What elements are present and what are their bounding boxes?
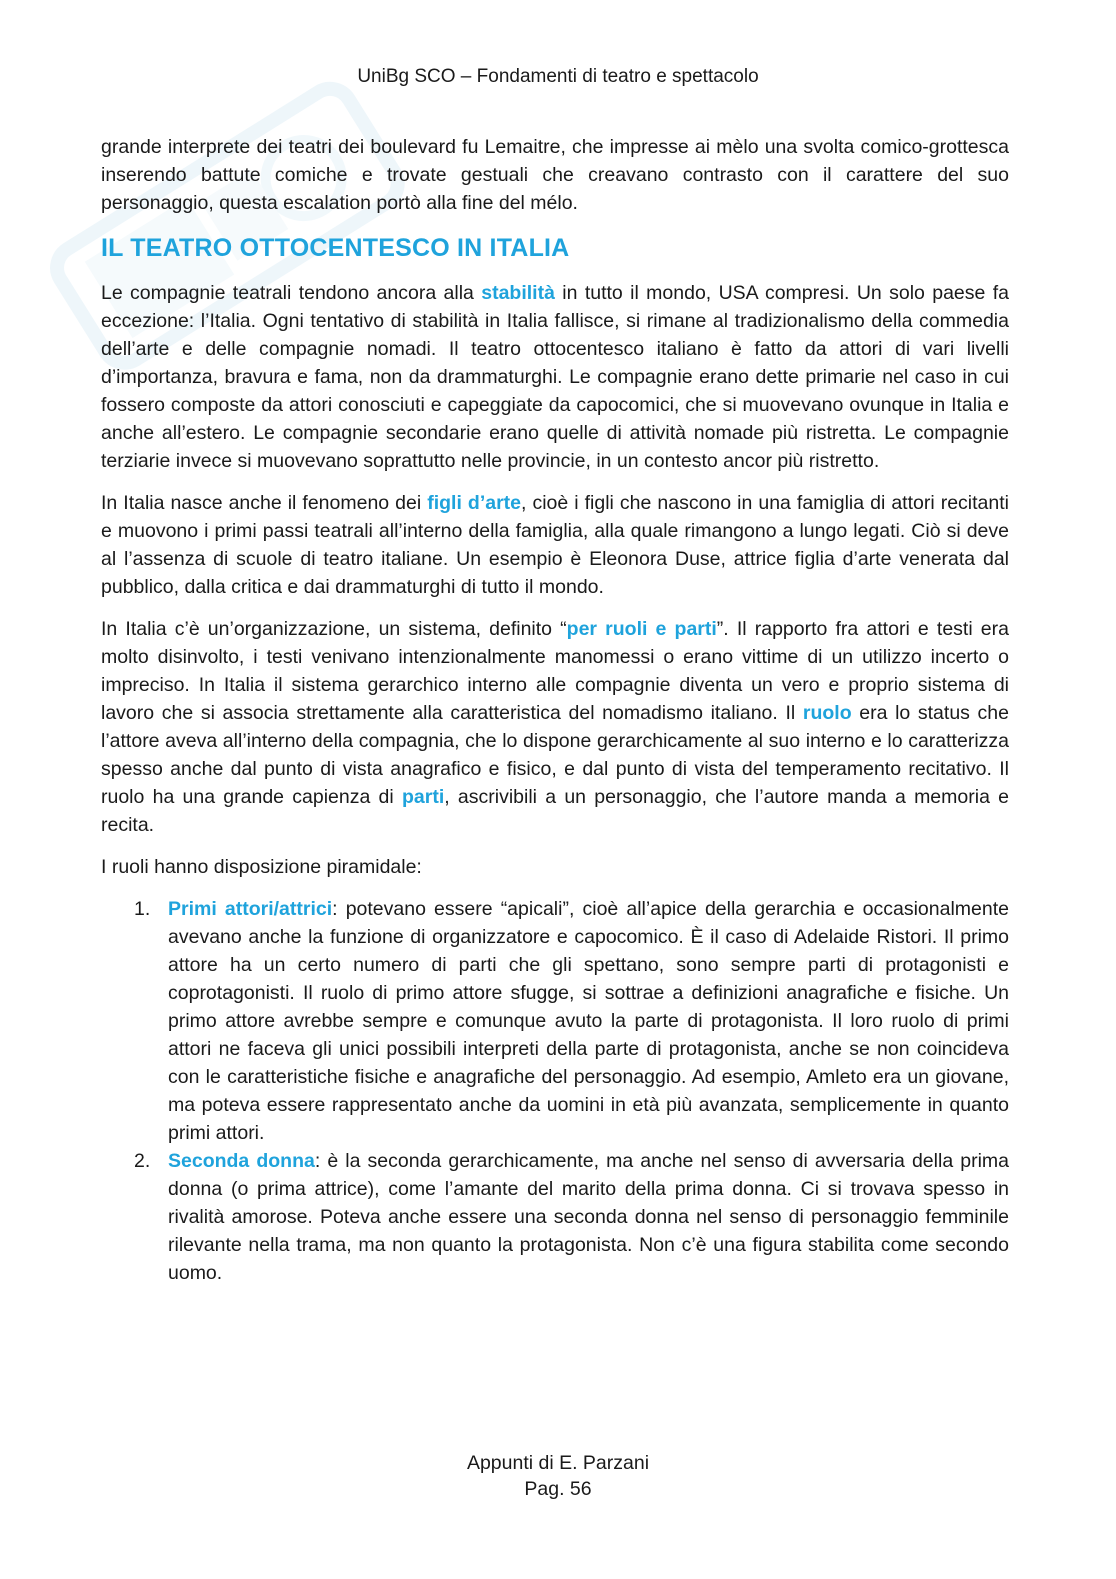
text-run: Le compagnie teatrali tendono ancora alla — [101, 282, 482, 304]
highlight-term: ruolo — [802, 702, 852, 724]
highlight-term: figli d’arte — [427, 492, 522, 514]
intro-paragraph: grande interprete dei teatri dei boulevard fu Lemaitre, che impresse ai mèlo una svolta comico-grottesca inserendo battute comiche e trovate gestuali che creavano contrasto con il carattere del suo personaggio, questa escalation portò alla fine del mélo. — [101, 136, 1009, 214]
page-footer — [0, 1450, 1116, 1502]
list-item — [101, 1147, 1009, 1287]
list-number: 1. — [134, 898, 151, 920]
role-title: Seconda donna — [168, 1150, 315, 1172]
text-run: era lo status che l’attore aveva all’interno della compagnia, che lo dispone gerarchicamente al suo interno e lo caratterizza spesso anche dal punto di vista anagrafico e fisico, e dal punto di vista del temperamento recitativo. Il ruolo ha una grande capienza di — [101, 702, 1009, 808]
highlight-term: stabilità — [481, 282, 555, 304]
text-run: , ascrivibili a un personaggio, che l’autore manda a memoria e recita. — [101, 786, 1009, 836]
list-number: 2. — [134, 1150, 151, 1172]
paragraph-ruoli-parti — [101, 615, 1009, 839]
roles-list — [101, 895, 1009, 1287]
text-run: ”. Il rapporto fra attori e testi era molto disinvolto, i testi venivano intenzionalmente manomessi o erano vittime di un utilizzo incerto o impreciso. In Italia il sistema gerarchico interno alle compagnie diventa un vero e proprio sistema di lavoro che si associa strettamente alla caratteristica del nomadismo italiano. Il — [101, 618, 1009, 724]
role-title: Primi attori/attrici — [168, 898, 333, 920]
text-run: in tutto il mondo, USA compresi. Un solo paese fa eccezione: l’Italia. Ogni tentativo di stabilità in Italia fallisce, si rimane al tradizionalismo della commedia dell’arte e delle compagnie nomadi. Il teatro ottocentesco italiano è fatto da attori di vari livelli d’importanza, bravura e fama, non da drammaturghi. Le compagnie erano dette primarie nel caso in cui fossero composte da attori conosciuti e capeggiate da capocomici, che si muovevano ovunque in Italia e anche all’estero. Le compagnie secondarie erano quelle di attività nomade più ristretta. Le compagnie terziarie invece si muovevano soprattutto nelle provincie, in un contesto ancor più ristretto. — [101, 282, 1009, 472]
role-text: : potevano essere “apicali”, cioè all’apice della gerarchia e occasionalmente avevano anche la funzione di organizzatore e capocomico. È il caso di Adelaide Ristori. Il primo attore ha un certo numero di parti che gli spettano, sono sempre parti di protagonisti e coprotagonisti. Il ruolo di primo attore sfugge, si sottrae a definizioni anagrafiche e fisiche. Un primo attore avrebbe sempre e comunque avuto la parte di protagonista. Il loro ruolo di primi attori ne faceva gli unici possibili interpreti della parte di protagonista, anche se non coincideva con le caratteristiche fisiche e anagrafiche del personaggio. Ad esempio, Amleto era un giovane, ma poteva essere rappresentato anche da uomini in età più avanzata, semplicemente in quanto primi attori. — [168, 898, 1009, 1144]
paragraph-figli-arte — [101, 489, 1009, 601]
page-header: UniBg SCO – Fondamenti di teatro e spettacolo — [357, 66, 759, 87]
highlight-term: per ruoli e parti — [566, 618, 717, 640]
footer-author: Appunti di E. Parzani — [466, 1452, 650, 1474]
list-item — [101, 895, 1009, 1147]
section-title: IL TEATRO OTTOCENTESCO IN ITALIA — [101, 234, 570, 262]
document-body — [101, 133, 1009, 1287]
text-run: , cioè i figli che nascono in una famiglia di attori recitanti e muovono i primi passi teatrali all’interno della famiglia, alla quale rimangono a lungo legati. Ciò si deve al l’assenza di scuole di teatro italiane. Un esempio è Eleonora Duse, attrice figlia d’arte venerata dal pubblico, dalla critica e dai drammaturghi di tutto il mondo. — [101, 492, 1009, 598]
highlight-term: parti — [401, 786, 445, 808]
text-run: In Italia nasce anche il fenomeno dei — [101, 492, 428, 514]
page-number: Pag. 56 — [524, 1478, 592, 1500]
text-run: In Italia c’è un’organizzazione, un sistema, definito “ — [101, 618, 567, 640]
role-text: : è la seconda gerarchicamente, ma anche nel senso di avversaria della prima donna (o prima attrice), come l’amante del marito della prima donna. Ci si trovava spesso in rivalità amorose. Poteva anche essere una seconda donna nel senso di personaggio femminile rilevante nella trama, ma non quanto la protagonista. Non c’è una figura stabilita come secondo uomo. — [168, 1150, 1010, 1284]
paragraph-piramide: I ruoli hanno disposizione piramidale: — [101, 856, 422, 878]
paragraph-stabilita — [101, 279, 1009, 475]
